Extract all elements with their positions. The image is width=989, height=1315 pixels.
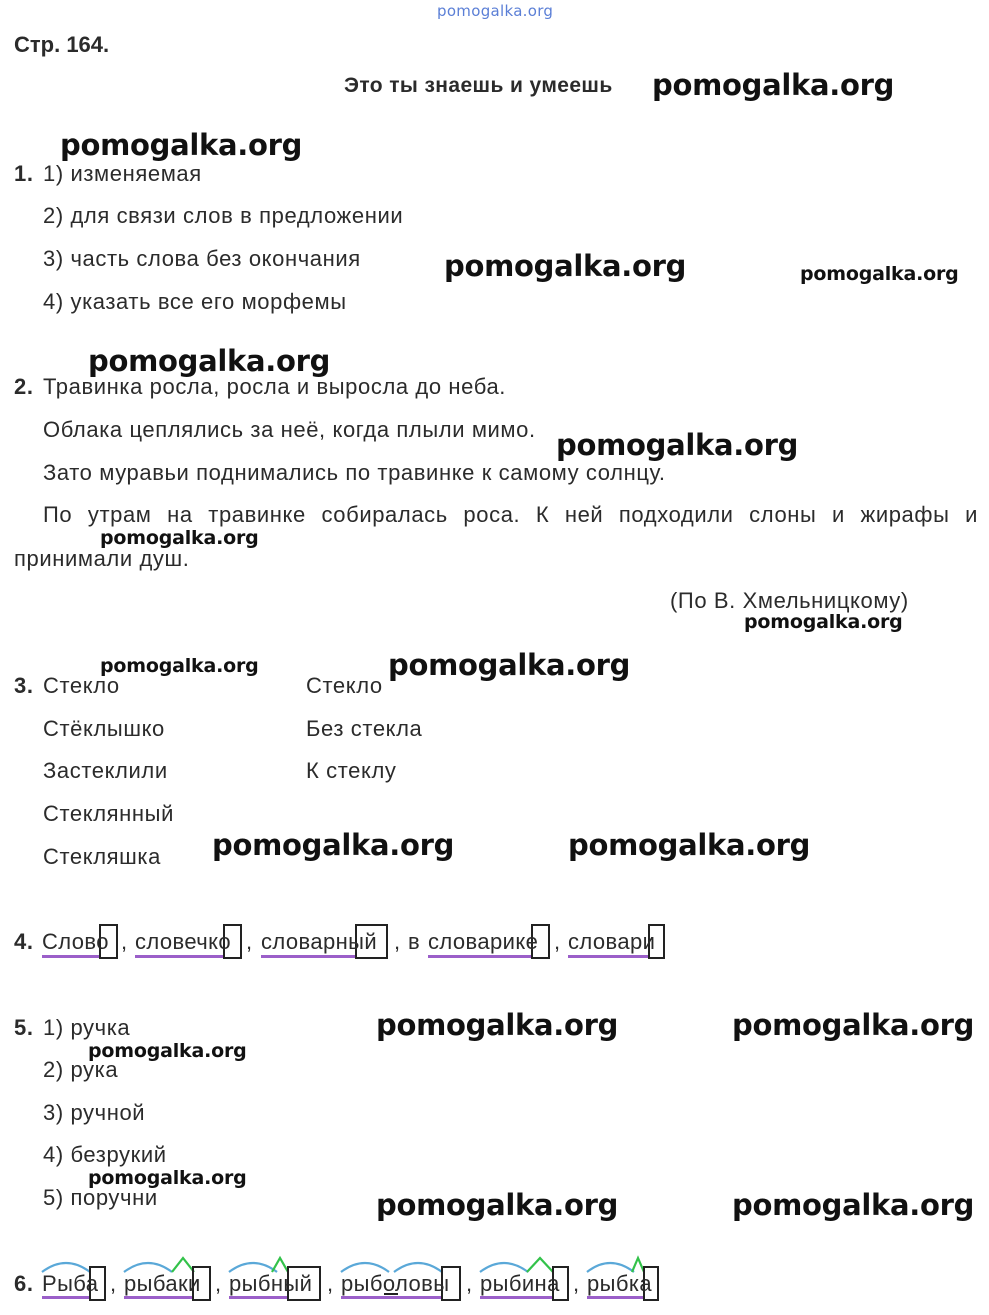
- task-6-separator: ,: [327, 1271, 334, 1296]
- watermark: pomogalka.org: [744, 611, 903, 633]
- section-heading: Это ты знаешь и умеешь: [344, 74, 613, 97]
- task-1-item: 4) указать все его морфемы: [43, 289, 347, 314]
- task-5-item: 2) рука: [43, 1057, 119, 1082]
- task-2-line: Травинка росла, росла и выросла до неба.: [43, 374, 507, 399]
- task-1-item: 1) изменяемая: [43, 161, 202, 186]
- watermark: pomogalka.org: [100, 527, 259, 549]
- task-6-word: рыболовы: [341, 1271, 450, 1296]
- suffix-mark: [172, 1258, 194, 1272]
- task-2-source: (По В. Хмельницкому): [670, 588, 909, 613]
- task-5-item: 4) безрукий: [43, 1142, 167, 1167]
- task-2-line: Зато муравьи поднимались по травинке к самому солнцу.: [43, 460, 666, 485]
- task-4-separator: ,: [554, 929, 561, 954]
- suffix-mark: [527, 1258, 553, 1272]
- task-4-preposition: в: [408, 929, 421, 954]
- watermark: pomogalka.org: [60, 128, 303, 162]
- task-4-word: Слово: [42, 929, 109, 954]
- watermark: pomogalka.org: [100, 655, 259, 677]
- watermark: pomogalka.org: [376, 1188, 619, 1222]
- watermark: pomogalka.org: [732, 1188, 975, 1222]
- task-4-word: словари: [568, 929, 656, 954]
- task-6-separator: ,: [110, 1271, 117, 1296]
- task-4-word: словарный: [261, 929, 378, 954]
- task-4-word: словарике: [428, 929, 539, 954]
- watermark: pomogalka.org: [732, 1008, 975, 1042]
- suffix-mark: [632, 1258, 644, 1272]
- task-6-word: рыбка: [587, 1271, 652, 1296]
- task-6-separator: ,: [215, 1271, 222, 1296]
- task-5-item: 5) поручни: [43, 1185, 158, 1210]
- task-4-separator: ,: [394, 929, 401, 954]
- task-3-word: Стеклянный: [43, 801, 174, 826]
- watermark: pomogalka.org: [556, 428, 799, 462]
- task-6-word: Рыба: [42, 1271, 99, 1296]
- task-3-form: Стекло: [306, 673, 383, 698]
- task-3-word: Стёклышко: [43, 716, 165, 741]
- watermark: pomogalka.org: [800, 263, 959, 285]
- task-6-word: рыбина: [480, 1271, 560, 1296]
- task-4-number: 4.: [14, 929, 34, 954]
- task-3-word: Стекляшка: [43, 844, 161, 869]
- watermark: pomogalka.org: [212, 828, 455, 862]
- task-4-word: словечко: [135, 929, 232, 954]
- task-2-number: 2.: [14, 374, 34, 399]
- watermark: pomogalka.org: [88, 1040, 247, 1062]
- task-1-item: 3) часть слова без окончания: [43, 246, 361, 271]
- task-2-line: принимали душ.: [14, 546, 190, 571]
- task-6-number: 6.: [14, 1271, 34, 1296]
- suffix-mark: [272, 1258, 288, 1272]
- task-5-item: 1) ручка: [43, 1015, 131, 1040]
- page-label: Стр. 164.: [14, 32, 110, 57]
- task-6-word: рыбный: [229, 1271, 313, 1296]
- task-6-separator: ,: [573, 1271, 580, 1296]
- task-1-item: 2) для связи слов в предложении: [43, 203, 404, 228]
- watermark: pomogalka.org: [652, 68, 895, 102]
- task-1-number: 1.: [14, 161, 34, 186]
- task-3-form: К стеклу: [306, 758, 397, 783]
- task-2-line: Облака цеплялись за неё, когда плыли мимо.: [43, 417, 536, 442]
- task-2-line: По утрам на травинке собиралась роса. К ней подходили слоны и жирафы и: [43, 502, 978, 527]
- task-6-separator: ,: [466, 1271, 473, 1296]
- watermark: pomogalka.org: [376, 1008, 619, 1042]
- watermark: pomogalka.org: [568, 828, 811, 862]
- task-5-item: 3) ручной: [43, 1100, 146, 1125]
- task-6-word: рыбаки: [124, 1271, 201, 1296]
- watermark: pomogalka.org: [88, 1167, 247, 1189]
- task-4-separator: ,: [246, 929, 253, 954]
- task-3-word: Застеклили: [43, 758, 168, 783]
- watermark: pomogalka.org: [88, 344, 331, 378]
- watermark-top: pomogalka.org: [437, 2, 554, 20]
- watermark: pomogalka.org: [388, 648, 631, 682]
- task-3-form: Без стекла: [306, 716, 423, 741]
- task-3-number: 3.: [14, 673, 34, 698]
- task-3-word: Стекло: [43, 673, 120, 698]
- task-4-separator: ,: [121, 929, 128, 954]
- task-5-number: 5.: [14, 1015, 34, 1040]
- watermark: pomogalka.org: [444, 249, 687, 283]
